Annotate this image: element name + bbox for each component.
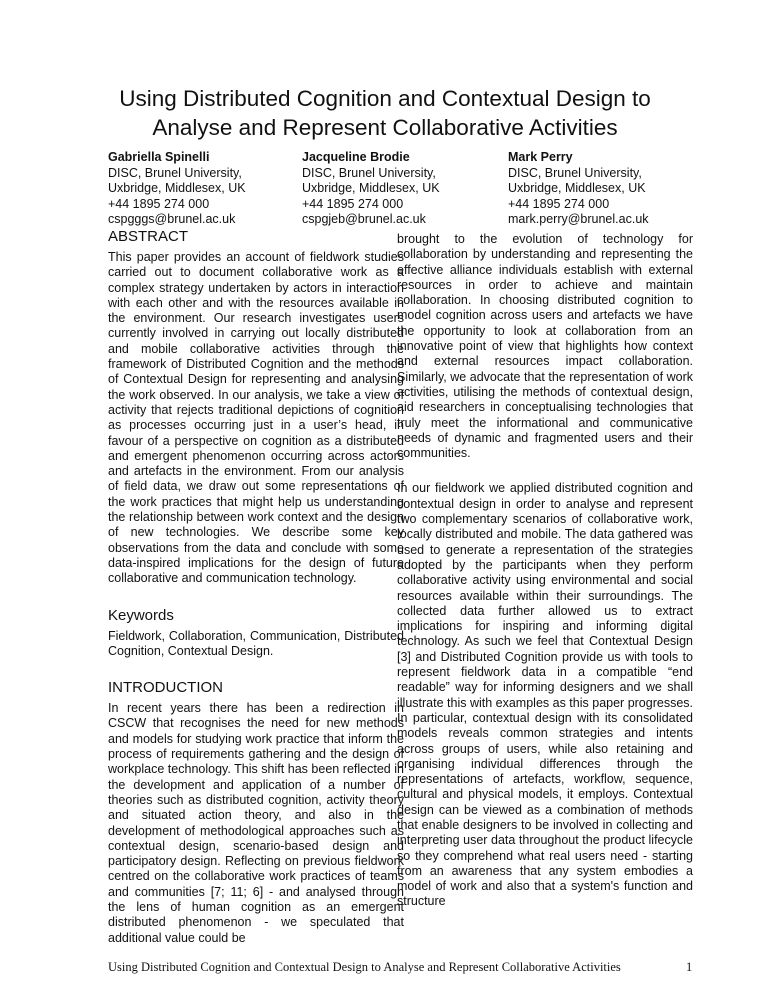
author-email: mark.perry@brunel.ac.uk bbox=[508, 212, 649, 226]
author-address: Uxbridge, Middlesex, UK bbox=[508, 181, 646, 195]
author-block-1 bbox=[108, 150, 246, 228]
left-column bbox=[108, 228, 404, 946]
abstract-text: This paper provides an account of fieldwork studies carried out to document collaborative work as a complex strategy undertaken by actors in interaction with each other and with the resources available in the environment. Our research investigates users currently involved in carrying out locally distributed and mobile collaborative activities through the framework of Distributed Cognition and the methods of Contextual Design for representing and analysing the work observed. In our analysis, we take a view of activity that rejects traditional depictions of cognition as processes occurring just in a user’s head, in favour of a perspective on cognition as a distributed and emergent phenomenon occurring across actors and artefacts in the environment. From our analysis of field data, we draw out some representations of the work practices that might help us understanding the relationship between work context and the design of new technologies. We describe some key observations from the data and conclude with some data-inspired implications for the design of future collaborative and communication technology. bbox=[108, 250, 404, 586]
author-affiliation: DISC, Brunel University, bbox=[508, 165, 642, 180]
author-address: Uxbridge, Middlesex, UK bbox=[302, 181, 440, 195]
author-affiliation: DISC, Brunel University, bbox=[108, 165, 242, 180]
author-phone: +44 1895 274 000 bbox=[302, 196, 404, 211]
author-phone: +44 1895 274 000 bbox=[508, 196, 610, 211]
keywords-text: Fieldwork, Collaboration, Communication, Distributed Cognition, Contextual Design. bbox=[108, 628, 404, 658]
paper-title bbox=[60, 84, 710, 142]
author-affiliation: DISC, Brunel University, bbox=[302, 165, 436, 180]
author-name: Mark Perry bbox=[508, 150, 573, 164]
title-line-2: Analyse and Represent Collaborative Activities bbox=[152, 115, 618, 140]
author-name: Gabriella Spinelli bbox=[108, 150, 210, 164]
body-paragraph-2: In our fieldwork we applied distributed cognition and contextual design in order to analyse and represent two complementary scenarios of collaborative work, locally distributed and mobile. The data gathered was used to generate a representation of the strategies adopted by the participants when they perform collaborative activity using environmental and social resources available within their surroundings. The collected data further allowed us to extract implications for inspiring and informing digital technology. As such we feel that Contextual Design [3] and Distributed Cognition provide us with tools to represent fieldwork data in a compatible “end readable” way for informing designers and we shall illustrate this with examples as this paper progresses. In particular, contextual design with its consolidated models reveals common strategies and intents across groups of users, while also retaining and organising individual differences through the representations of artefacts, workflow, sequence, cultural and physical models, it employs. Contextual design can be viewed as a combination of methods that enable designers to be involved in collecting and interpreting user data throughout the product lifecycle so they comprehend what real users need - starting from an awareness that any system embodies a model of work and also that a system's function and structure bbox=[397, 481, 693, 909]
body-paragraph-1: brought to the evolution of technology for collaboration by understanding and representing the effective alliance individuals establish with external resources in order to achieve and maintain collaboration. In choosing distributed cognition to model cognition across users and artefacts we have the opportunity to look at collaboration from an innovative point of view that highlights how context and external resources impact collaboration. Similarly, we advocate that the representation of work activities, utilising the methods of contextual design, aid researchers in conceptualising technologies that truly meet the informational and communicative needs of dynamic and fragmented users and their communities. bbox=[397, 232, 693, 461]
keywords-heading: Keywords bbox=[108, 606, 174, 624]
introduction-heading: INTRODUCTION bbox=[108, 679, 223, 697]
right-column bbox=[397, 232, 693, 910]
author-email: cspgjeb@brunel.ac.uk bbox=[302, 212, 426, 226]
page-number: 1 bbox=[686, 960, 693, 974]
author-phone: +44 1895 274 000 bbox=[108, 196, 210, 211]
introduction-text: In recent years there has been a redirection in CSCW that recognises the need for new methods and models for studying work practice that inform the process of requirements gathering and the design of workplace technology. This shift has been reflected in the development and application of a number of theories such as distributed cognition, activity theory and situated action theory, and also in the development of methodological approaches such as contextual design, scenario-based design and participatory design. Reflecting on previous fieldwork centred on the collaborative work practices of teams and communities [7; 11; 6] - and analysed through the lens of human cognition as an emergent distributed phenomenon - we speculated that additional value could be bbox=[108, 701, 404, 945]
author-block-3 bbox=[508, 150, 649, 228]
author-name: Jacqueline Brodie bbox=[302, 150, 410, 164]
author-email: cspgggs@brunel.ac.uk bbox=[108, 212, 236, 226]
page-footer: Using Distributed Cognition and Contextual Design to Analyse and Represent Collaborative Activities bbox=[108, 960, 621, 974]
abstract-heading: ABSTRACT bbox=[108, 228, 189, 245]
author-address: Uxbridge, Middlesex, UK bbox=[108, 181, 246, 195]
author-block-2 bbox=[302, 150, 440, 228]
title-line-1: Using Distributed Cognition and Contextual Design to bbox=[119, 86, 651, 111]
